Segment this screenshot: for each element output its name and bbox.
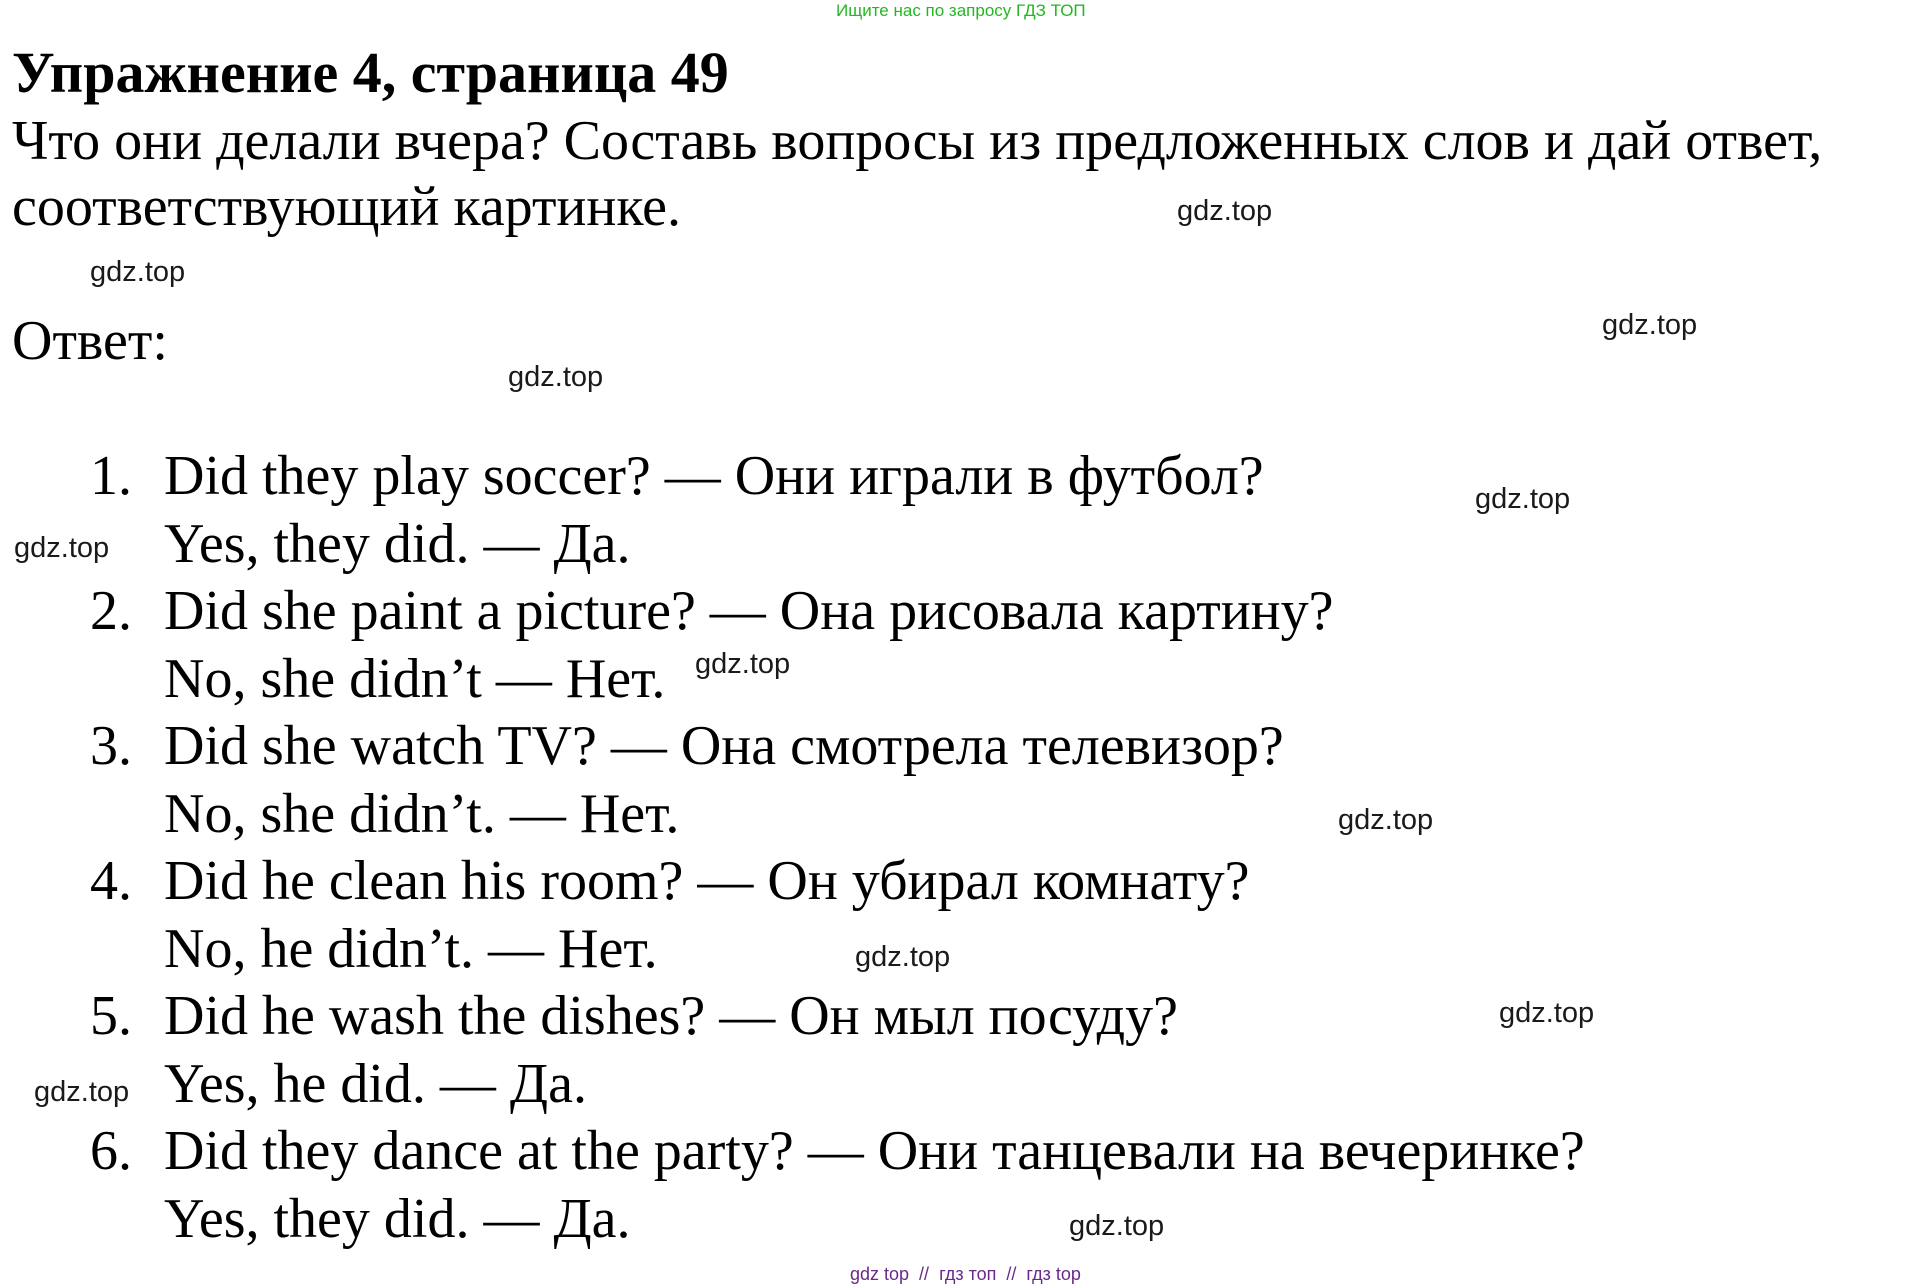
item-number: 2.	[90, 580, 132, 642]
item-answer: No, she didn’t — Нет.	[164, 648, 666, 710]
footer-part-3: гдз top	[1026, 1264, 1081, 1284]
item-question: Did they dance at the party? — Они танцевали на вечеринке?	[164, 1120, 1585, 1182]
watermark: gdz.top	[1177, 195, 1273, 227]
watermark: gdz.top	[1602, 309, 1698, 341]
item-question: Did he wash the dishes? — Он мыл посуду?	[164, 985, 1178, 1047]
item-answer: No, he didn’t. — Нет.	[164, 918, 658, 980]
item-number: 6.	[90, 1120, 132, 1182]
watermark: gdz.top	[855, 941, 951, 973]
item-question: Did he clean his room? — Он убирал комнату?	[164, 850, 1250, 912]
item-number: 4.	[90, 850, 132, 912]
watermark: gdz.top	[14, 532, 110, 564]
watermark: gdz.top	[508, 361, 604, 393]
page-title: Упражнение 4, страница 49	[12, 40, 729, 105]
answer-label: Ответ:	[12, 310, 168, 372]
item-answer: No, she didn’t. — Нет.	[164, 783, 680, 845]
item-question: Did she paint a picture? — Она рисовала картину?	[164, 580, 1334, 642]
watermark: gdz.top	[1069, 1210, 1165, 1242]
item-answer: Yes, he did. — Да.	[164, 1053, 587, 1115]
item-number: 1.	[90, 445, 132, 507]
footer-watermark	[850, 1263, 1081, 1285]
task-text-line-2: соответствующий картинке.	[12, 176, 682, 238]
footer-part-1: gdz top	[850, 1264, 910, 1284]
footer-part-2: гдз топ	[939, 1264, 997, 1284]
task-text-line-1: Что они делали вчера? Составь вопросы из предложенных слов и дай ответ,	[12, 110, 1823, 172]
watermark: gdz.top	[695, 648, 791, 680]
watermark: gdz.top	[1499, 997, 1595, 1029]
footer-separator: //	[1006, 1264, 1017, 1284]
footer-separator: //	[919, 1264, 930, 1284]
item-question: Did they play soccer? — Они играли в футбол?	[164, 445, 1264, 507]
watermark: gdz.top	[1475, 483, 1571, 515]
watermark: gdz.top	[1338, 804, 1434, 836]
watermark: gdz.top	[90, 256, 186, 288]
item-answer: Yes, they did. — Да.	[164, 513, 631, 575]
item-answer: Yes, they did. — Да.	[164, 1188, 631, 1250]
item-question: Did she watch TV? — Она смотрела телевизор?	[164, 715, 1284, 777]
item-number: 5.	[90, 985, 132, 1047]
top-banner: Ищите нас по запросу ГДЗ ТОП	[836, 1, 1086, 20]
item-number: 3.	[90, 715, 132, 777]
watermark: gdz.top	[34, 1076, 130, 1108]
